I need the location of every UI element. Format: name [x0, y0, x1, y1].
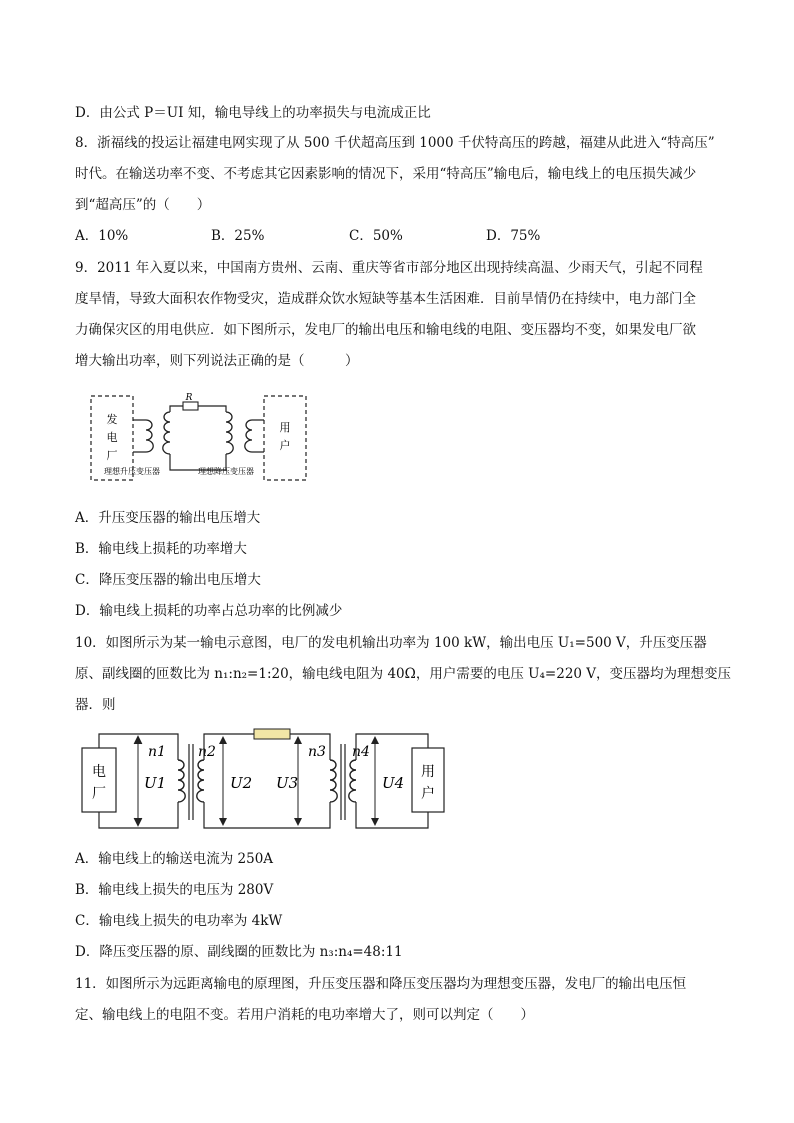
q9-stepup-primary-coil [146, 420, 153, 452]
q10-user-char-2: 户 [421, 786, 435, 802]
q10-label-n1: n1 [148, 744, 166, 760]
q9-stem-line-4: 增大输出功率，则下列说法正确的是（ ） [75, 353, 359, 369]
q9-option-d: D．输电线上损耗的功率占总功率的比例减少 [75, 603, 343, 619]
q9-plant-char-1: 发 [106, 413, 118, 426]
q10-circuit-figure [72, 724, 452, 836]
q8-stem-line-1: 8．浙福线的投运让福建电网实现了从 500 千伏超高压到 1000 千伏特高压的跨越，福建从此进入“特高压” [75, 135, 715, 151]
q10-user-box [412, 748, 444, 812]
q8-option-d: D．75% [486, 228, 541, 244]
q10-stem-line-3: 器．则 [75, 697, 116, 713]
q10-label-U4: U4 [382, 774, 405, 792]
q10-stem-line-1: 10．如图所示为某一输电示意图，电厂的发电机输出功率为 100 kW，输出电压 U₁=500 V，升压变压器 [75, 635, 707, 651]
q9-stepdown-label: 理想降压变压器 [198, 467, 254, 476]
q10-t1-secondary-coil [197, 760, 204, 802]
q10-user-char-1: 用 [421, 764, 435, 780]
q8-stem-line-2: 时代。在输送功率不变、不考虑其它因素影响的情况下，采用“特高压”输电后，输电线上的电压损失减少 [75, 166, 697, 182]
q10-plant-char-1: 电 [92, 764, 106, 780]
q10-option-d: D．降压变压器的原、副线圈的匝数比为 n₃:n₄=48:11 [75, 944, 403, 960]
q10-line-resistor [254, 729, 290, 739]
q9-user-box [264, 396, 306, 480]
q9-user-char-2: 户 [279, 439, 291, 452]
q9-stem-line-1: 9．2011 年入夏以来，中国南方贵州、云南、重庆等省市部分地区出现持续高温、少雨天气，引起不同程 [75, 260, 703, 276]
q10-label-U3: U3 [276, 774, 299, 792]
q10-t2-primary-coil [330, 760, 337, 802]
q10-option-a: A．输电线上的输送电流为 250A [75, 851, 274, 867]
q7-option-d: D．由公式 P＝UI 知，输电导线上的功率损失与电流成正比 [75, 105, 431, 121]
q10-plant-box [82, 748, 116, 812]
q8-option-b: B．25% [211, 228, 265, 244]
q10-label-n2: n2 [198, 744, 216, 760]
q9-option-b: B．输电线上损耗的功率增大 [75, 541, 247, 557]
q9-option-c: C．降压变压器的输出电压增大 [75, 572, 261, 588]
q9-stem-line-2: 度旱情，导致大面积农作物受灾，造成群众饮水短缺等基本生活困难．目前旱情仍在持续中，电力部门全 [75, 291, 696, 307]
q9-user-char-1: 用 [279, 421, 291, 434]
q10-label-n3: n3 [308, 744, 326, 760]
q8-stem-line-3: 到“超高压”的（ ） [75, 197, 211, 213]
q9-resistor [183, 402, 198, 410]
q9-stepdown-secondary-coil [245, 420, 252, 452]
q9-resistor-label: R [185, 393, 193, 403]
q9-option-a: A．升压变压器的输出电压增大 [75, 510, 261, 526]
q11-stem-line-2: 定、输电线上的电阻不变。若用户消耗的电功率增大了，则可以判定（ ） [75, 1007, 534, 1023]
q10-label-U1: U1 [144, 774, 167, 792]
q9-plant-char-2: 电 [106, 431, 118, 444]
q10-option-c: C．输电线上损失的电功率为 4kW [75, 913, 283, 929]
q9-plant-char-3: 厂 [106, 449, 118, 462]
q10-label-U2: U2 [230, 774, 253, 792]
q10-t2-secondary-coil [349, 760, 356, 802]
q10-plant-char-2: 厂 [92, 786, 106, 802]
q9-stepdown-primary-coil [226, 412, 233, 454]
q8-option-c: C．50% [349, 228, 403, 244]
q8-options [75, 226, 715, 246]
q10-option-b: B．输电线上损失的电压为 280V [75, 882, 274, 898]
q8-option-a: A．10% [75, 228, 129, 244]
q9-stem-line-3: 力确保灾区的用电供应．如下图所示，发电厂的输出电压和输电线的电阻、变压器均不变，如果发电厂欲 [75, 322, 696, 338]
q9-stepup-label: 理想升压变压器 [104, 467, 160, 476]
q9-stepup-secondary-coil [163, 412, 170, 454]
q10-stem-line-2: 原、副线圈的匝数比为 n₁:n₂=1:20，输电线电阻为 40Ω，用户需要的电压 U₄=220 V，变压器均为理想变压 [75, 666, 732, 682]
q9-circuit-figure [88, 390, 314, 490]
q10-t1-primary-coil [178, 760, 185, 802]
q11-stem-line-1: 11．如图所示为远距离输电的原理图，升压变压器和降压变压器均为理想变压器，发电厂的输出电压恒 [75, 976, 687, 992]
q10-label-n4: n4 [352, 744, 370, 760]
